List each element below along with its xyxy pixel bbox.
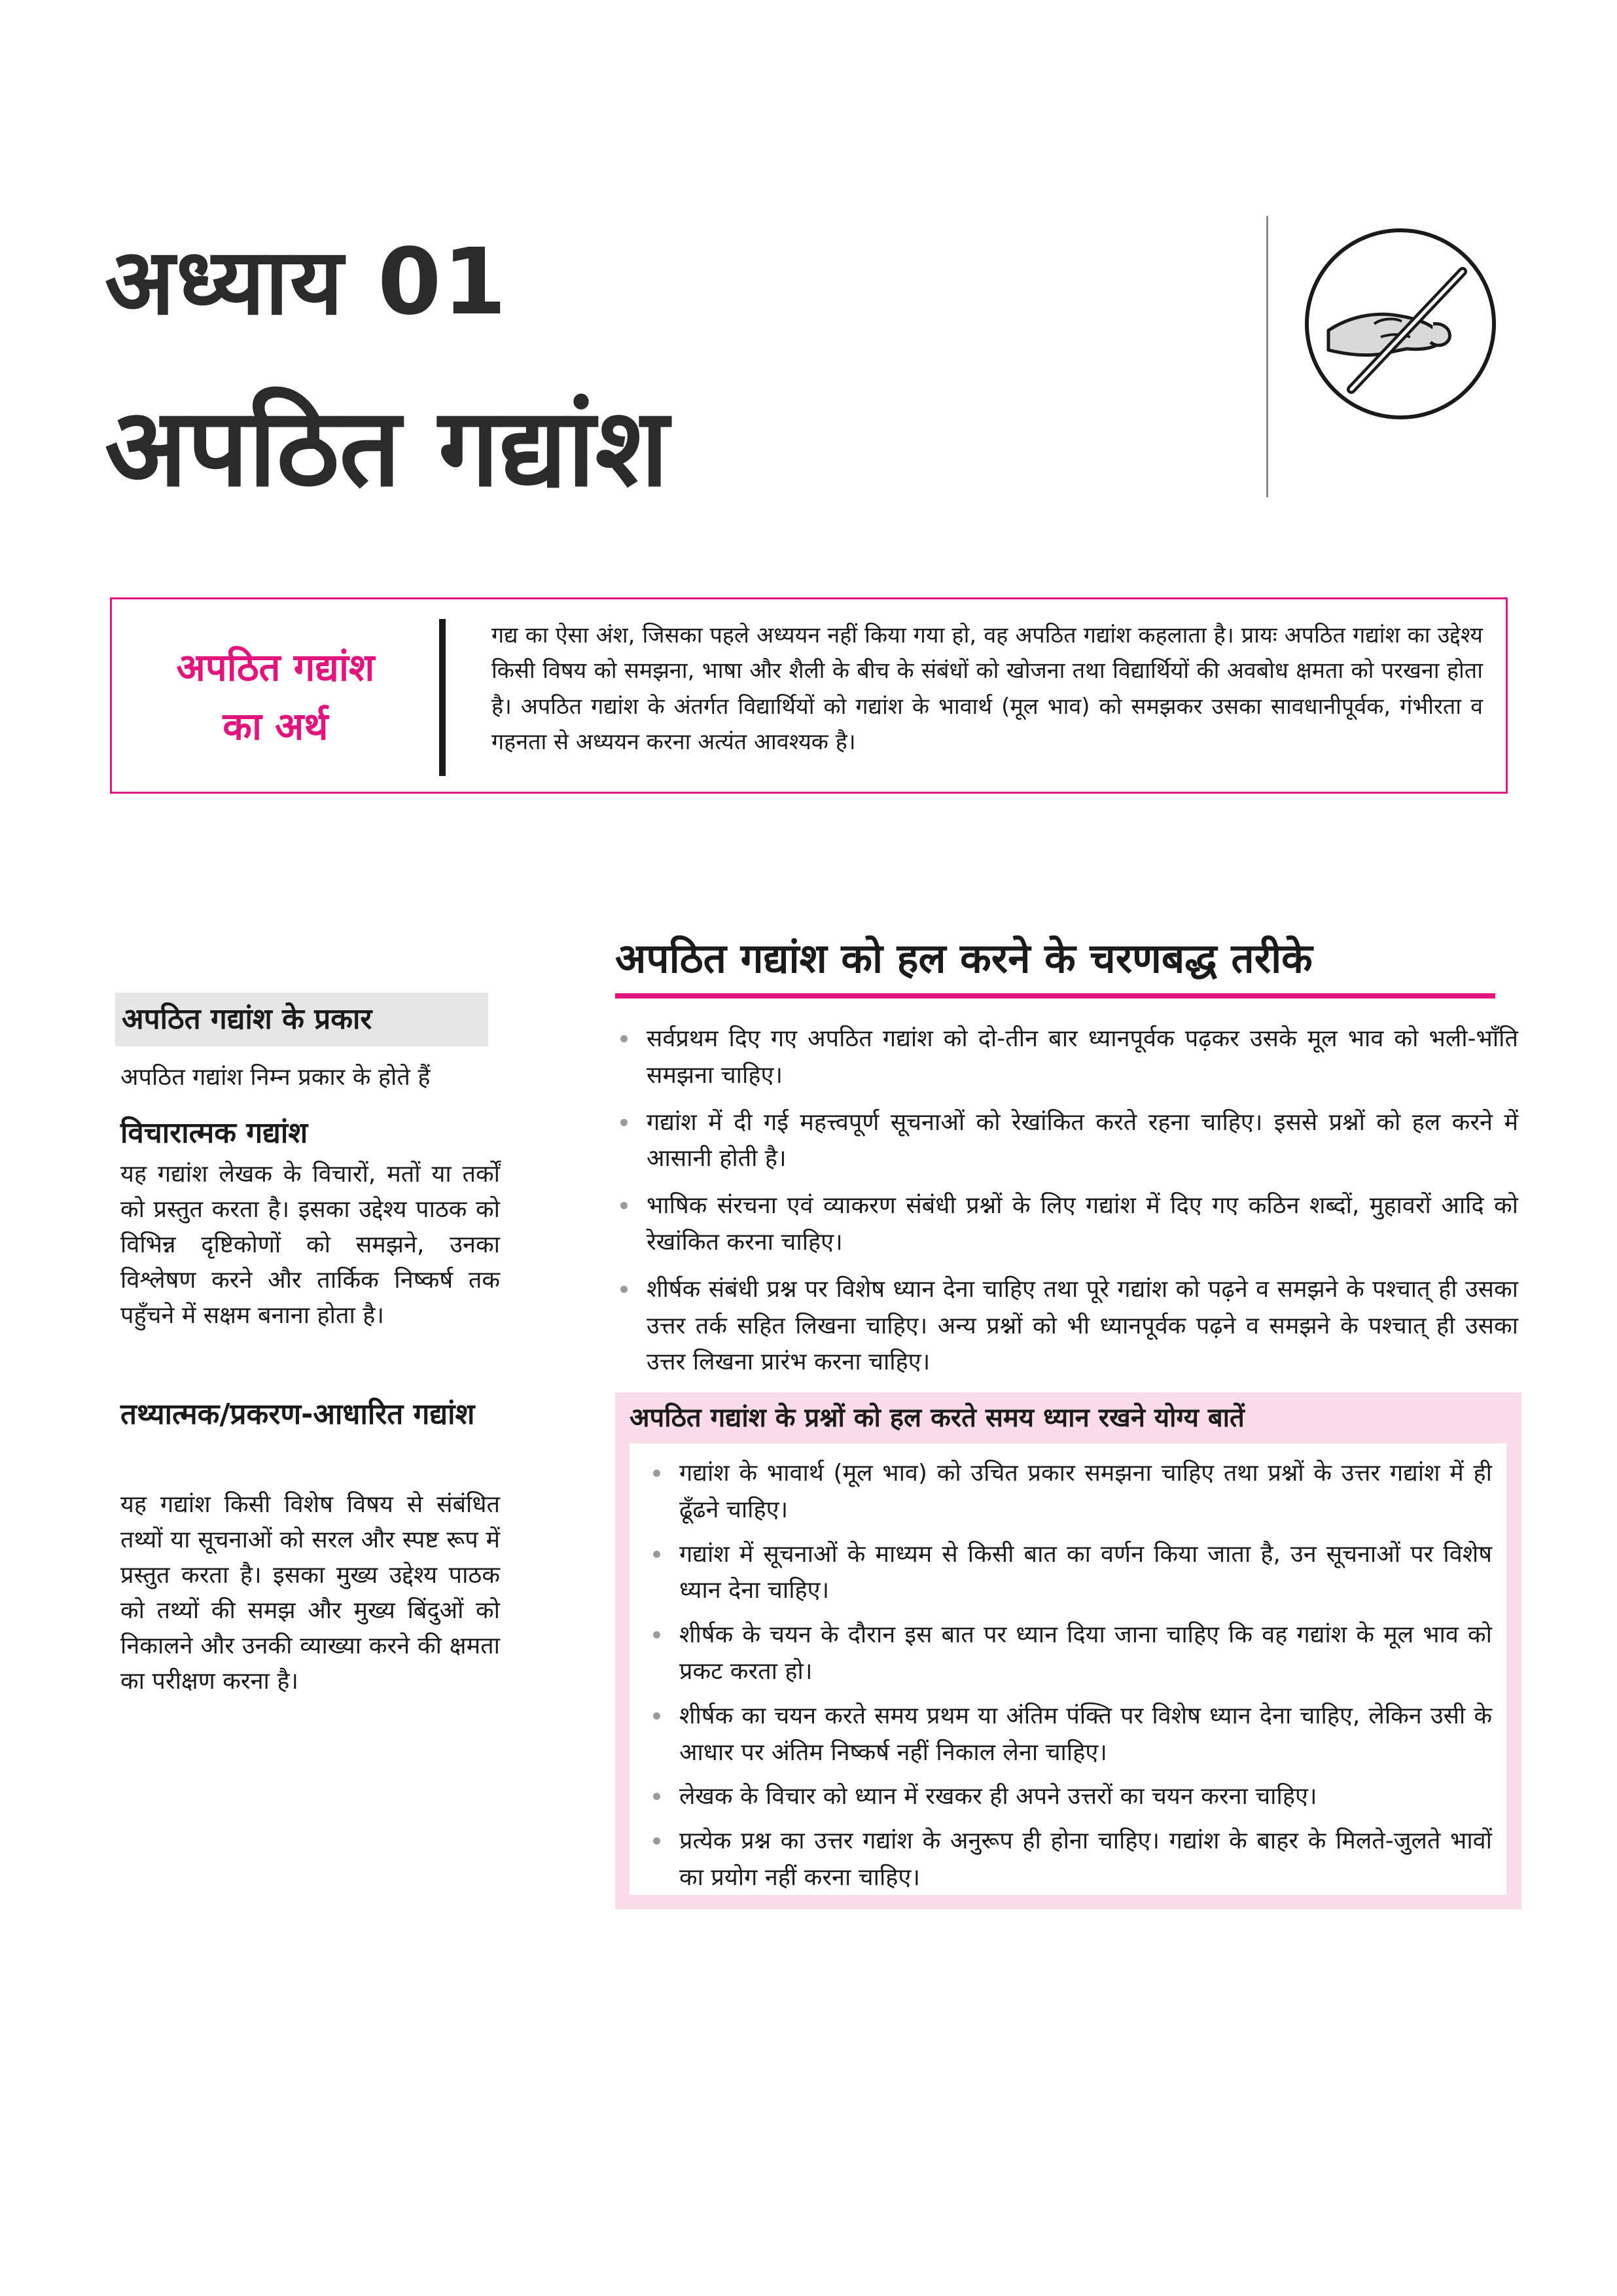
tips-panel [630,1443,1506,1895]
list-item [615,1271,1518,1381]
meaning-text: गद्य का ऐसा अंश, जिसका पहले अध्ययन नहीं किया गया हो, वह अपठित गद्यांश कहलाता है। प्रायः अपठित गद्यांश का उद्देश्य किसी विषय को समझना, भाषा और शैली के बीच के संबंधों को खोजना तथा विद्यार्थियों की अवबोध क्षमता को परखना होता है। अपठित गद्यांश के अंतर्गत विद्यार्थियों को गद्यांश के भावार्थ (मूल भाव) को समझकर उसका सावधानीपूर्वक, गंभीरता व गहनता से अध्ययन करना अत्यंत आवश्यक है। [491,622,1483,756]
hand-writing-icon [1302,226,1499,422]
step-text: गद्यांश में दी गई महत्त्वपूर्ण सूचनाओं को रेखांकित करते रहना चाहिए। इससे प्रश्नों को हल करने में आसानी होती है। [647,1108,1518,1173]
tip-text: गद्यांश के भावार्थ (मूल भाव) को उचित प्रकार समझना चाहिए तथा प्रश्नों के उत्तर गद्यांश में ही ढूँढने चाहिए। [679,1460,1492,1523]
list-item [615,1188,1518,1261]
list-item [615,1104,1518,1178]
meaning-divider [439,619,446,776]
bullet-icon [653,1470,660,1477]
list-item [648,1698,1492,1771]
types-intro: अपठित गद्यांश निम्न प्रकार के होते हैं [120,1064,431,1091]
steps-underline [615,993,1495,998]
list-item [615,1021,1518,1094]
tip-text: शीर्षक के चयन के दौरान इस बात पर ध्यान दिया जाना चाहिए कि वह गद्यांश के मूल भाव को प्रकट करता हो। [679,1621,1492,1685]
tip-text: शीर्षक का चयन करते समय प्रथम या अंतिम पंक्ति पर विशेष ध्यान देना चाहिए, लेकिन उसी के आधार पर अंतिम निष्कर्ष नहीं निकाल लेना चाहिए। [679,1702,1492,1766]
list-item [648,1617,1492,1690]
header-divider [1266,216,1268,497]
tip-text: गद्यांश में सूचनाओं के माध्यम से किसी बात का वर्णन किया जाता है, उन सूचनाओं पर विशेष ध्यान देना चाहिए। [679,1540,1492,1604]
bullet-icon [620,1202,628,1209]
tips-box [615,1392,1521,1909]
meaning-box [110,597,1508,794]
list-item [648,1536,1492,1610]
chapter-label: अध्याय 01 [105,229,508,336]
bullet-icon [653,1631,660,1638]
thought-passage-text: यह गद्यांश लेखक के विचारों, मतों या तर्कों को प्रस्तुत करता है। इसका उद्देश्य पाठक को विभिन्न दृष्टिकोणों को समझने, उनका विश्लेषण करने और तार्किक निष्कर्ष तक पहुँचने में सक्षम बनाना होता है। [120,1161,500,1329]
meaning-heading-line1: अपठित गद्यांश [176,645,375,690]
step-text: सर्वप्रथम दिए गए अपठित गद्यांश को दो-तीन बार ध्यानपूर्वक पढ़कर उसके मूल भाव को भली-भाँति समझना चाहिए। [647,1025,1518,1089]
list-item [648,1823,1492,1896]
steps-heading: अपठित गद्यांश को हल करने के चरणबद्ध तरीके [615,934,1313,982]
tips-heading: अपठित गद्यांश के प्रश्नों को हल करते समय ध्यान रखने योग्य बातें [630,1403,1245,1433]
steps-list [615,1021,1518,1391]
bullet-icon [653,1551,660,1558]
tips-list [648,1455,1492,1904]
meaning-heading [112,639,439,756]
step-text: शीर्षक संबंधी प्रश्न पर विशेष ध्यान देना चाहिए तथा पूरे गद्यांश को पढ़ने व समझने के पश्चात् ही उसका उत्तर तर्क सहित लिखना चाहिए। अन्य प्रश्नों को भी ध्यानपूर्वक पढ़ने व समझने के पश्चात् ही उसका उत्तर लिखना प्रारंभ करना चाहिए। [647,1275,1518,1376]
list-item [648,1455,1492,1528]
bullet-icon [653,1712,660,1720]
factual-passage-text: यह गद्यांश किसी विशेष विषय से संबंधित तथ्यों या सूचनाओं को सरल और स्पष्ट रूप में प्रस्तुत करता है। इसका मुख्य उद्देश्य पाठक को तथ्यों की समझ और मुख्य बिंदुओं को निकालने और उनकी व्याख्या करने की क्षमता का परीक्षण करना है। [120,1491,500,1695]
thought-passage-heading: विचारात्मक गद्यांश [120,1116,308,1150]
meaning-heading-line2: का अर्थ [222,703,329,749]
bullet-icon [620,1035,628,1042]
types-heading: अपठित गद्यांश के प्रकार [115,993,488,1046]
bullet-icon [653,1793,660,1800]
bullet-icon [620,1286,628,1293]
chapter-title: अपठित गद्यांश [105,385,669,510]
list-item [648,1778,1492,1815]
step-text: भाषिक संरचना एवं व्याकरण संबंधी प्रश्नों के लिए गद्यांश में दिए गए कठिन शब्दों, मुहावरों आदि को रेखांकित करना चाहिए। [647,1192,1518,1256]
tip-text: प्रत्येक प्रश्न का उत्तर गद्यांश के अनुरूप ही होना चाहिए। गद्यांश के बाहर के मिलते-जुलते भावों का प्रयोग नहीं करना चाहिए। [679,1828,1492,1891]
bullet-icon [620,1119,628,1126]
bullet-icon [653,1837,660,1845]
tip-text: लेखक के विचार को ध्यान में रखकर ही अपने उत्तरों का चयन करना चाहिए। [679,1783,1317,1810]
factual-passage-heading: तथ्यात्मक/प्रकरण-आधारित गद्यांश [120,1398,475,1431]
